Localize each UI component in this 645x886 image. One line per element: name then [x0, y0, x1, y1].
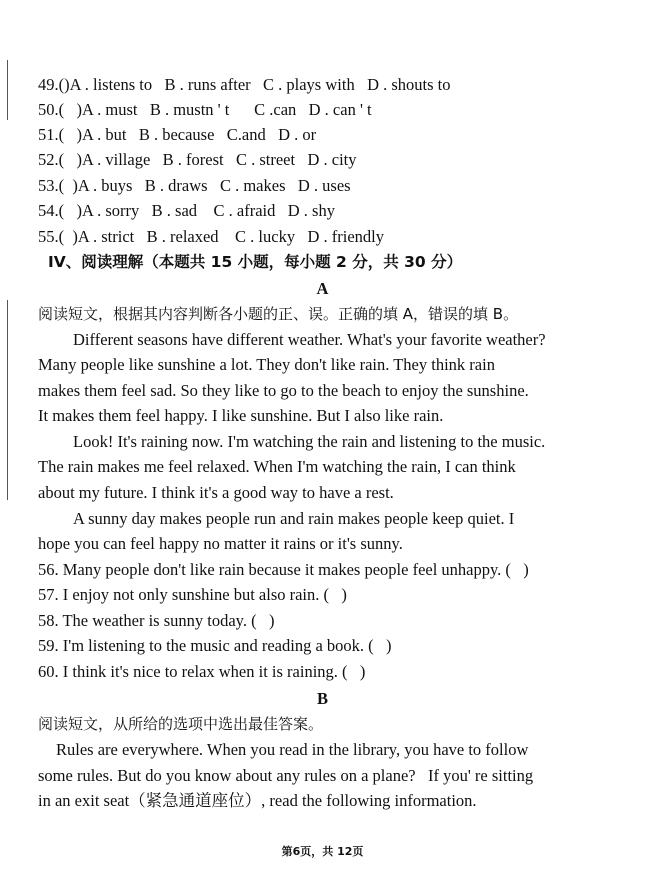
- margin-rule-top: [7, 60, 8, 120]
- paragraph-line: Rules are everywhere. When you read in the library, you have to follow: [56, 740, 529, 759]
- paragraph-line: some rules. But do you know about any rules on a plane? If you' re sitting: [38, 766, 534, 785]
- part-b-label: B: [316, 689, 328, 708]
- paragraph-line: Many people like sunshine a lot. They don't like rain. They think rain: [38, 355, 495, 374]
- part-b-instruction: 阅读短文，从所给的选项中选出最佳答案。: [38, 715, 324, 733]
- part-a-instruction: 阅读短文，根据其内容判断各小题的正、误。正确的填 A，错误的填 B。: [38, 305, 519, 323]
- paragraph-line: A sunny day makes people run and rain makes people keep quiet. I: [73, 509, 515, 528]
- question-51: 51.( )A . but B . because C.and D . or: [38, 125, 317, 144]
- paragraph-line: It makes them feel happy. I like sunshine. But I also like rain.: [38, 406, 444, 425]
- question-57: 57. I enjoy not only sunshine but also rain. ( ): [38, 585, 347, 604]
- question-59: 59. I'm listening to the music and reading a book. ( ): [38, 636, 392, 655]
- question-49: 49.()A . listens to B . runs after C . plays with D . shouts to: [38, 75, 451, 94]
- question-56: 56. Many people don't like rain because it makes people feel unhappy. ( ): [38, 560, 529, 579]
- question-60: 60. I think it's nice to relax when it is raining. ( ): [38, 662, 366, 681]
- question-54: 54.( )A . sorry B . sad C . afraid D . shy: [38, 201, 335, 220]
- paragraph-line: makes them feel sad. So they like to go to the beach to enjoy the sunshine.: [38, 381, 529, 400]
- paragraph-line: The rain makes me feel relaxed. When I'm watching the rain, I can think: [38, 457, 516, 476]
- paragraph-line: hope you can feel happy no matter it rains or it's sunny.: [38, 534, 403, 553]
- question-55: 55.( )A . strict B . relaxed C . lucky D . friendly: [38, 227, 384, 246]
- question-58: 58. The weather is sunny today. ( ): [38, 611, 275, 630]
- paragraph-line: Different seasons have different weather. What's your favorite weather?: [73, 330, 546, 349]
- question-52: 52.( )A . village B . forest C . street D . city: [38, 150, 357, 169]
- section-title: IV、阅读理解（本题共 15 小题，每小题 2 分，共 30 分）: [48, 253, 463, 271]
- paragraph-line: in an exit seat（紧急通道座位）, read the following information.: [38, 791, 477, 810]
- page-footer: 第6页，共 12页: [281, 845, 364, 858]
- paragraph-line: Look! It's raining now. I'm watching the rain and listening to the music.: [73, 432, 546, 451]
- question-50: 50.( )A . must B . mustn ' t C .can D . can ' t: [38, 100, 372, 119]
- margin-rule-mid: [7, 300, 8, 500]
- paragraph-line: about my future. I think it's a good way to have a rest.: [38, 483, 394, 502]
- question-53: 53.( )A . buys B . draws C . makes D . uses: [38, 176, 351, 195]
- part-a-label: A: [316, 279, 329, 298]
